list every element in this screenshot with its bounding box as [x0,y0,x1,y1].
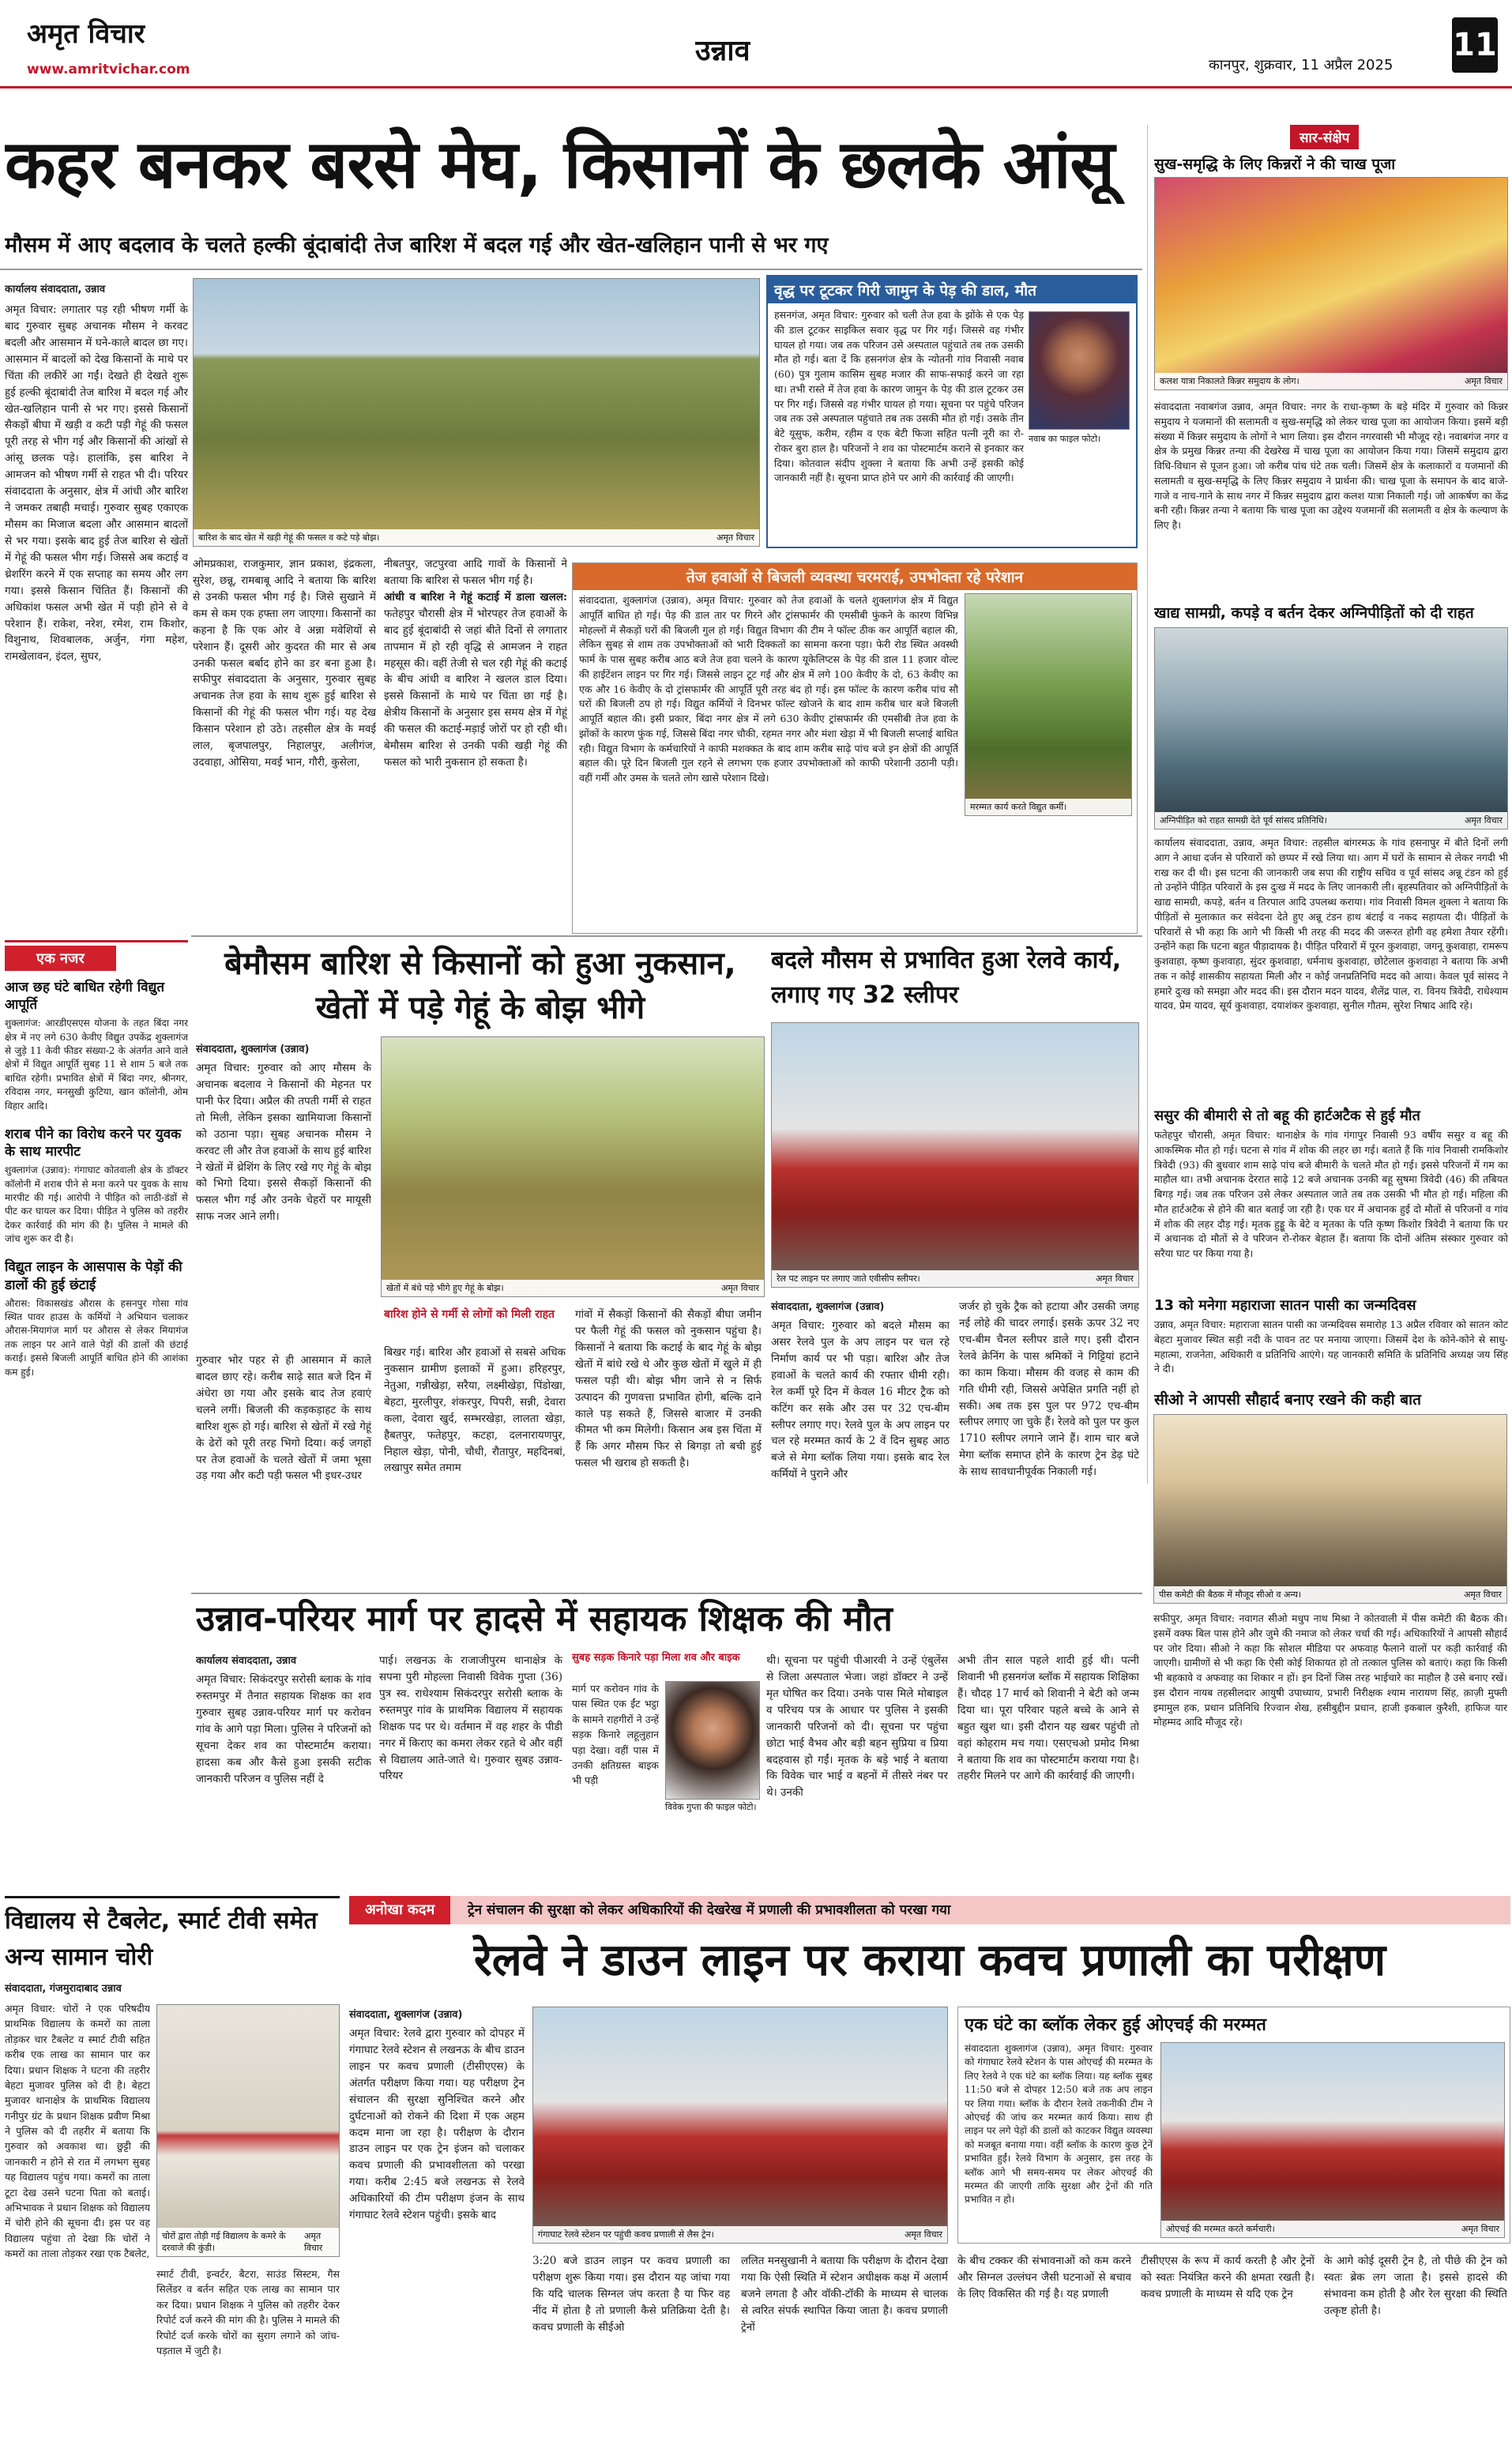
teacher-col1 [196,1653,371,1890]
sidebar-s2-caption: अग्निपीड़ित को राहत सामग्री देते पूर्व सांसद प्रतिनिधि। अमृत विचार [1155,812,1507,829]
kavach-photo [532,2007,948,2244]
bemausam-col3: बिखर गई। बारिश और हवाओं से सबसे अधिक नुकसान ग्रामीण इलाकों में हुआ। हरिहरपुर, नेतुआ, गन्नीखेड़ा, सरैया, लक्ष्मीखेड़ा, पिंडोखा, बेहटा, मुरलीपुर, शंकरपुर, पिपरी, सन्नी, देवारा कला, देवारा खुर्द, सम्भरखेड़ा, लालता खेड़ा, हैबतपुर, फतेहपुर, कटहा, दलनारायणपुर, निहाल खेड़ा, पोनी, चौधी, रौतापुर, महदिनबां, लखापुर समेत तमाम [384,1346,566,1475]
eknazar-n1-text: शुक्लागंज: आरडीएसएस योजना के तहत बिंदा नगर क्षेत्र में नए लगे 630 केवीए विद्युत उपकेंद्र शुक्लागंज से जुड़े 11 केवी फीडर संख्या-2 के अंतर्गत आने वाले क्षेत्रों में विद्युत आपूर्ति सुबह 11 से शाम 5 बजे तक बाधित रहेगी। प्रभावित क्षेत्रों में बिंदा नगर, श्रीनगर, रविदास नगर, मनसुखी कुटिया, खान कॉलोनी, ओम विहार आदि। [5,1017,188,1112]
page-number: 11 [1452,17,1498,73]
teacher-box-headline: सुबह सड़क किनारे पड़ा मिला शव और बाइक [572,1652,740,1664]
railway-col2: जर्जर हो चुके ट्रैक को हटाया और उसकी जगह नई लोहे की चादर लगाई। इसके ऊपर 32 नए एच-बीम चैनल स्लीपर डाले गए। इसी दौरान रेलवे क्रेनिंग के पास श्रमिकों ने गिट्टियां हटाने का काम किया। मौसम की वजह से काम की गति धीमी रही, जिससे अपेक्षित प्रगति नहीं हो सकी। अब तक इस पुल पर 972 एच-बीम स्लीपर लगाए जा चुके हैं। रेलवे को पुल पर कुल 1710 स्लीपर लगाने जाने हैं। शाम चार बजे मेगा ब्लॉक समाप्त होने के कारण ट्रेन डेढ़ घंटे के साथ सावधानीपूर्वक निकाली गई। [959,1300,1139,1479]
rule-teacher [191,1593,1142,1594]
lead-subheadline: मौसम में आए बदलाव के चलते हल्की बूंदाबांदी तेज बारिश में बदल गई और खेत-खलिहान पानी से भर गए [5,233,829,258]
sidebar-s4-headline: 13 को मनेगा महाराजा सातन पासी का जन्मदिवस [1154,1297,1416,1314]
jamun-photo-caption: नवाब का फाइल फोटो। [1029,434,1101,444]
school-col1: अमृत विचार: चोरों ने एक परिषदीय प्राथमिक विद्यालय के कमरों का ताला तोड़कर चार टैबलेट व स्मार्ट टीवी सहित करीब एक लाख का सामान पार कर दिया। प्रधान शिक्षक ने घटना की तहरीर बेहटा मुजावर पुलिस को दी है। बेहटा मुजावर थानाक्षेत्र के प्राथमिक विद्यालय गनीपुर ग्रंट के प्रधान शिक्षक प्रवीण मिश्रा ने पुलिस को दी तहरीर में बताया कि गुरुवार को अवकाश था। छुट्टी की जानकारी न होने से रात में लगभग सुबह यह विद्यालय पहुंच गया। कमरों का ताला टूटा देख उसने घटना पिता को बताई। अभिभावक ने प्रधान शिक्षक को विद्यालय में चोरी होने की सूचना दी। इस पर वह विद्यालय पहुंचा तो देखा कि चोरों ने कमरों का ताला तोड़कर रखा एक टैबलेट, [5,2003,150,2259]
sidebar-s3-headline: ससुर की बीमारी से तो बहू की हार्टअटैक से हुई मौत [1154,1108,1420,1124]
electric-text: संवाददाता, शुक्लागंज (उन्नाव), अमृत विचार: गुरुवार को तेज हवाओं के चलते शुक्लागंज क्षेत्र में विद्युत आपूर्ति बाधित हो गई। पेड़ की डाल तार पर गिरने और ट्रांसफार्मर की एमसीबी फुंकने के कारण विभिन्न मोहल्लों में सैकड़ों घरों की बिजली गुल हो गई। विद्युत विभाग की टीम ने फॉल्ट ठीक कर आपूर्ति बहाल की, लेकिन सुबह से शाम तक उपभोक्ताओं को भारी दिक्कतों का सामना करना पड़ा। फेरी रोड स्थित अवस्थी फार्म के पास सुबह करीब आठ बजे तेज हवा चलने के कारण यूकेलिप्टस के पेड़ की डाल 11 हजार वोल्ट की हाईटेंशन लाइन पर गिर गई। जिससे लाइन टूट गई और क्षेत्र में लगे 100 केवीए के दो, 63 केवीए का एक और 16 केवीए के दो ट्रांसफार्मर की आपूर्ति पूरी तरह बंद हो गई। इस फॉल्ट के कारण करीब पांच सौ घरों की बिजली ठप हो गई। विद्युत कर्मियों ने दिनभर फॉल्ट खोजने के बाद शाम करीब चार बजे बिजली आपूर्ति बहाल की। इसी प्रकार, बिंदा नगर क्षेत्र में लगे 630 केवीए ट्रांसफार्मर की एमसीबी तेज हवा के झोंकों के कारण फुंक गई, जिससे बिंदा नगर चौकी, रहमत नगर और मंशा खेड़ा में भी बिजली सप्लाई बाधित रही। विद्युत विभाग के कर्मचारियों ने काफी मशक्कत के बाद शाम करीब साढ़े पांच बजे इन क्षेत्रों की आपूर्ति बहाल की। पूरे दिन बिजली गुल रहने से लगभग एक हजार उपभोक्ताओं को काफी परेशानी उठानी पड़ी। वहीं गर्मी और उमस के चलते लोग खासे परेशान दिखे। [579,594,958,784]
railway-col1-text: अमृत विचार: गुरुवार को बदले मौसम का असर रेलवे पुल के अप लाइन पर चल रहे निर्माण कार्य पर भी पड़ा। बारिश और तेज हवाओं के चलते कार्य की रफ्तार धीमी रही। रेल कर्मी पूरे दिन में केवल 16 मीटर ट्रैक को कटिंग कर सके और उस पर 32 एच-बीम स्लीपर लगाए गए। रेलवे पुल के अप लाइन पर चल रहे मरम्मत कार्य के 2 वें दिन सुबह आठ बजे से मेगा ब्लॉक लिया गया। इसके बाद रेल कर्मियों ने पुराने और [771,1319,950,1481]
dateline: कानपुर, शुक्रवार, 11 अप्रैल 2025 [1209,57,1394,73]
electric-photo [965,593,1132,816]
sidebar-tag: सार-संक्षेप [1290,125,1359,149]
teacher-col4: अभी तीन साल पहले शादी हुई थी। पत्नी शिवानी भी हसनगंज ब्लॉक में सहायक शिक्षिका हैं। चौदह 17 मार्च को शिवानी ने बेटी को जन्म दिया था। पूरा परिवार पहले बच्चे के आने से बहुत खुश था। इसी दौरान यह खबर पहुंची तो वहां कोहराम मच गया। एसएचओ प्रमोद मिश्रा ने बताया कि शव का पोस्टमार्टम कराया गया है। तहरीर मिलने पर आगे की कार्रवाई की जाएगी। [957,1654,1139,1783]
bemausam-col2: गुरुवार भोर पहर से ही आसमान में काले बादल छाए रहे। करीब साढ़े सात बजे दिन में अंधेरा छा गया और इसके बाद तेज हवाएं चलने लगीं। बिजली की कड़कड़ाहट के साथ बारिश शुरू हो गई। बारिश से खेतों में रखे गेहूं के ढेरों को पूरी तरह भिगो दिया। कई जगहों पर तेज हवाओं के चलते खेतों में जमा भूसा उड़ गया और कटी पड़ी फसल भी इधर-उधर [196,1354,371,1483]
teacher-col1-text: अमृत विचार: सिकंदरपुर सरोसी ब्लाक के गांव रुस्तमपुर में तैनात सहायक शिक्षक का शव गुरुवार सुबह उन्नाव-परियर मार्ग पर करोवन गांव के आगे पड़ा मिला। पुलिस ने परिजनों को सूचना देकर शव का पोस्टमार्टम कराया। हादसा कब और कैसे हुआ इसकी सटीक जानकारी परिजन व पुलिस नहीं दे [196,1673,371,1785]
rule-mid [191,935,1142,937]
railway-photo-caption: रेल पट लाइन पर लगाए जाते एवीसीप स्लीपर। अमृत विचार [772,1270,1138,1287]
bemausam-photo [381,1036,765,1297]
kavach-byline: संवाददाता, शुक्लागंज (उन्नाव) [349,2009,463,2021]
jamun-photo [1029,311,1130,430]
lead-col2: ओमप्रकाश, राजकुमार, ज्ञान प्रकाश, इंद्रकला, सुरेश, छन्नू, रामबाबू आदि ने बताया कि बारिश से उनकी फसल भीग गई है। जिसे सुखाने में कम से कम एक हफ्ता लग जाएगा। किसानों का कहना है कि एक ओर वे अन्ना मवेशियों से परेशान हैं। दूसरी ओर कुदरत की मार से अब उनकी फसल बर्बाद होने का डर बना हुआ है। सफीपुर संवाददाता के अनुसार, गुरुवार सुबह अचानक तेज हवा के साथ शुरू हुई बारिश से किसानों की गेहूं की फसल भीग गई। यह देख किसान परेशान हो उठे। तहसील क्षेत्र के मवई लाल, बृजपालपुर, निहालपुर, अलीगंज, उदवाहा, ओसिया, मवई भान, गौरी, कुसेला, [193,558,376,769]
teacher-col3: थी। सूचना पर पहुंची पीआरवी ने उन्हें एंबुलेंस से जिला अस्पताल भेजा। जहां डॉक्टर ने उन्हें मृत घोषित कर दिया। उनके पास मिले मोबाइल व परिचय पत्र के आधार पर पुलिस ने इसकी जानकारी परिजनों को दी। सूचना पर पहुंचा छोटा भाई वैभव और बड़ी बहन सुप्रिया व प्रिया बदहवास हो गईं। मृतक के बड़े भाई ने बताया कि विवेक चार भाई व बहनों में तीसरे नंबर पर थे। उनकी [766,1654,948,1800]
electric-story [572,562,1138,934]
kavach-col3: ललित मनसुखानी ने बताया कि परीक्षण के दौरान देखा गया कि ऐसी स्थिति में स्टेशन अधीक्षक कक्ष में अलार्म बजने लगता है और वॉकी-टॉकी के माध्यम से चालक से त्वरित संपर्क स्थापित किया जाता है। कवच प्रणाली ट्रेनों [741,2255,948,2334]
railway-photo [771,1022,1139,1288]
eknazar-n2-text: शुक्लागंज (उन्नाव): गंगाघाट कोतवाली क्षेत्र के डॉक्टर कॉलोनी में शराब पीने से मना करने पर युवक के साथ मारपीट की गई। आरोपी ने पीड़ित को लाठी-डंडों से पीट कर घायल कर दिया। पीड़ित ने पुलिस को तहरीर देकर कार्रवाई की मांग की है। पुलिस ने मामले की जांच शुरू कर दी है। [5,1164,188,1245]
teacher-col2: पाई। लखनऊ के राजाजीपुरम थानाक्षेत्र के सपना पुरी मोहल्ला निवासी विवेक गुप्ता (36) पुत्र स्व. राधेश्याम सिकंदरपुर सरोसी ब्लाक के रुस्तमपुर गांव के प्राथमिक विद्यालय में सहायक शिक्षक पद पर थे। वर्तमान में वह शहर के पीडी नगर में किराए का कमरा लेकर रहते थे और वहीं से विद्यालय आते-जाते थे। गुरुवार सुबह उन्नाव-परियर [379,1654,562,1783]
lead-photo [193,278,760,547]
sidebar-s5-caption: पीस कमेटी की बैठक में मौजूद सीओ व अन्य। अमृत विचार [1154,1586,1506,1603]
lead-byline: कार्यालय संवाददाता, उन्नाव [5,284,106,295]
kavach-col2: 3:20 बजे डाउन लाइन पर कवच प्रणाली का परीक्षण शुरू किया गया। इस दौरान यह जांचा गया कि यदि चालक सिग्नल जंप करता है या फिर वह नींद में होता है तो प्रणाली कैसे प्रतिक्रिया देती है। कवच प्रणाली के सीईओ [532,2255,730,2334]
bemausam-col4: गांवों में सैकड़ों किसानों की सैकड़ों बीघा जमीन पर फैली गेहूं की फसल को नुकसान पहुंचा है। किसानों ने बताया कि कटाई के बाद गेहूं के बोझ खेतों में बांधे रखे थे और कुछ खेतों में खुले में ही फसल पड़ी थी। बोझ भीग जाने से न सिर्फ उत्पादन की गुणवत्ता प्रभावित होगी, बल्कि दाने काले पड़ सकते हैं, जिससे बाजार में उनकी कीमत भी कम मिलेगी। किसान अब इस चिंता में हैं कि अगर मौसम फिर से बिगड़ा तो बची हुई फसल भी खराब हो सकती है। [575,1308,762,1470]
sidebar-s1-text: संवाददाता नवाबगंज उन्नाव, अमृत विचार: नगर के राधा-कृष्ण के बड़े मंदिर में गुरुवार को किन्नर समुदाय ने यजमानों की सलामती व सुख-समृद्धि को लेकर चाख पूजा का आयोजन किया। इसमें बड़ी संख्या में किन्नर समुदाय के लोगों ने भाग लिया। इस दौरान नगरवासी भी मौजूद रहे। नवाबगंज नगर व क्षेत्र के प्रमुख किन्नर तन्या की देखरेख में चाख पूजा का आयोजन किया गया। जिसमें समुदाय द्वारा विधि-विधान से पूजन हुआ। जो करीब पांच घंटे तक चली। जिसमें क्षेत्र के कलाकारों व यजमानों की सलामती व सुख-समृद्धि के लिए किन्नर समुदाय ने प्रार्थना की। चाख पूजा के समापन के बाद बाजे-गाजे व नाच-गाने के साथ नगर में किन्नर समुदाय द्वारा कलश यात्रा निकाली गई। जो आकर्षण का केंद्र बनी रही। किन्नर तन्या ने बताया कि चाख पूजा का उद्देश्य यजमानों की सलामती व क्षेत्र के कल्याण के लिए है। [1154,401,1508,531]
kavach-col6: के आगे कोई दूसरी ट्रेन है, तो पीछे की ट्रेन को स्वतः ब्रेक लग जाता है। इससे हादसे की संभावना कम होती है और रेल सुरक्षा की स्थिति उत्कृष्ट होती है। [1324,2255,1507,2317]
lead-col3: नीबतपुर, जटपुरवा आदि गावों के किसानों ने बताया कि बारिश से फसल भीग गई है। आंधी व बारिश ने गेहूं कटाई में डाला खलल: फतेहपुर चौरासी क्षेत्र में भोरपहर तेज हवाओं के बाद हुई बूंदाबांदी से जहां बीते दिनों से लगातार तापमान में हो रही वृद्धि से आमजन ने राहत महसूस की। वहीं तेजी से चल रही गेहूं की कटाई के बीच आंधी व बारिश ने खलल डाल दिया। इससे किसानों के माथे पर चिंता छा गई है। क्षेत्रीय किसानों के अनुसार इस समय क्षेत्र में गेहूं की फसल की कटाई-मड़ाई जोरों पर हो रही थी। बेमौसम बारिश से उनकी पकी खड़ी गेहूं की फसल को भारी नुकसान हो सकता है। [384,558,567,769]
jamun-story [766,275,1138,548]
teacher-headline: उन्नाव-परियर मार्ग पर हादसे में सहायक शिक्षक की मौत [196,1599,893,1639]
sidebar [1147,125,1510,1484]
eknazar-n1-headline: आज छह घंटे बाधित रहेगी विद्युत आपूर्ति [5,980,165,1014]
block-headline: एक घंटे का ब्लॉक लेकर हुई ओएचई की मरम्मत [965,2015,1266,2035]
sidebar-s5-headline: सीओ ने आपसी सौहार्द बनाए रखने की कही बात [1154,1391,1421,1409]
block-story [957,2007,1510,2244]
sidebar-s5-photo [1153,1414,1507,1604]
bemausam-headline: बेमौसम बारिश से किसानों को हुआ नुकसान, खेतों में पड़े गेहूं के बोझ भीगे [224,946,736,1026]
eknazar-tag: एक नजर [5,946,116,971]
lead-photo-caption: बारिश के बाद खेत में खड़ी गेहूं की फसल व कटे पड़े बोझ। अमृत विचार [194,529,759,546]
kavach-headline: रेलवे ने डाउन लाइन पर कराया कवच प्रणाली का परीक्षण [473,1935,1386,1986]
bemausam-highlight: बारिश होने से गर्मी से लोगों को मिली राहत [384,1308,555,1321]
kavach-col5: टीसीएएस के रूप में कार्य करती है और ट्रेनों को स्वतः नियंत्रित करने की क्षमता रखती है। कवच प्रणाली के माध्यम से यदि एक ट्रेन [1141,2255,1315,2300]
eknazar-n2-headline: शराब पीने का विरोध करने पर युवक के साथ मारपीट [5,1126,182,1160]
kavach-kicker: ट्रेन संचालन की सुरक्षा को लेकर अधिकारियों की देखरेख में प्रणाली की प्रभावशीलता को परखा गया [468,1902,951,1918]
block-text: संवाददाता शुक्लागंज (उन्नाव), अमृत विचार: गुरुवार को गंगाघाट रेलवे स्टेशन के पास ओएचई की मरम्मत के लिए रेलवे ने एक घंटे का ब्लॉक लिया। यह ब्लॉक सुबह 11:50 बजे से दोपहर 12:50 बजे तक अप लाइन पर लिया गया। ब्लॉक के दौरान रेलवे तकनीकी टीम ने ओएचई की जांच कर मरम्मत कार्य किया। साथ ही लाइन पर लगे पेड़ों की डालों को काटकर विद्युत व्यवस्था को मजबूत बनाया गया। वहीं ब्लॉक के कारण कुछ ट्रेनें प्रभावित हुईं। रेलवे विभाग के अनुसार, इस तरह के ब्लॉक आगे भी समय-समय पर लेकर ओएचई की मरम्मत की जाएगी ताकि सुरक्षा और ट्रेनों की गति प्रभावित न हो। [965,2043,1153,2206]
kavach-tag: अनोखा कदम [349,1896,450,1924]
teacher-byline: कार्यालय संवाददाता, उन्नाव [196,1655,297,1667]
edition-name: उन्नाव [695,35,750,67]
sidebar-s5-text: सफीपुर, अमृत विचार: नवागत सीओ मधुप नाथ मिश्रा ने कोतवाली में पीस कमेटी की बैठक की। इसमें वक्फ बिल पास होने और जुमे की नमाज को लेकर चर्चा की गई। अधिकारियों ने आपसी सौहार्द पर जोर दिया। सीओ ने कहा कि सोशल मीडिया पर अफवाह फैलाने वालों पर कड़ी कार्रवाई की जाएगी। ग्रामीणों से भी कहा कि ऐसी कोई शिकायत हो तो तत्काल पुलिस को बताएं। कहा कि किसी भी बहकावे व अफवाह का शिकार न हों। इन दिनों जिस तरह भाईचारे का माहौल है उसे बनाए रखें। इस दौरान नायब तहसीलदार आयुषी उपाध्याय, प्रभारी निरीक्षक श्याम नारायण सिंह, क़ाज़ी मुफ्ती इमामुल हक, प्रधान प्रतिनिधि रिज्वान शेख, हसीबुद्दीन प्रधान, हाजी इकबाल कुरैशी, हाफिज यार मोहम्मद आदि मौजूद रहे। [1153,1612,1507,1728]
kavach-bar [349,1896,1510,1924]
teacher-portrait-caption: विवेक गुप्ता की फाइल फोटो। [665,1802,757,1812]
sidebar-s1-caption: कलश यात्रा निकालते किन्नर समुदाय के लोग। अमृत विचार [1155,373,1507,389]
bemausam-photo-caption: खेतों में बंधे पड़े भीगे हुए गेहूं के बोझ। अमृत विचार [382,1280,764,1296]
sidebar-s1-photo [1154,177,1508,390]
eknazar [5,940,188,1888]
sidebar-s4-text: उन्नाव, अमृत विचार: महाराजा सातन पासी का जन्मदिवस समारोह 13 अप्रैल रविवार को सातन कोट बेहटा मुजावर स्थित सड़ी नदी के पावन तट पर मनाया जाएगा। जिसमें देश के कोने-कोने से साधु-महात्मा, राजनेता, अधिकारी व प्रतिनिधि आएंगे। यह जानकारी समिति के प्रतिनिधि अध्यक्ष जय सिंह ने दी। [1154,1318,1508,1375]
jamun-text: हसनगंज, अमृत विचार: गुरुवार को चली तेज हवा के झोंके से एक पेड़ की डाल टूटकर साइकिल सवार वृद्ध पर गिर गई। जिससे वह गंभीर घायल हो गया। जब तक परिजन उसे अस्पताल पहुंचाते तब तक उसकी मौत हो गई। बता दें कि हसनगंज क्षेत्र के न्योतनी गांव निवासी नवाब (60) पुत्र गुलाम कासिम सुबह मजार की साफ-सफाई करने जा रहा था। तभी रास्ते में तेज हवा के कारण जामुन के पेड़ की डाल टूटकर उस पर गिर गई। जिससे वह गंभीर घायल हो गया। सूचना पर पहुंचे परिजन जब तक उसे अस्पताल पहुंचाते तब तक उसकी मौत हो गई। उसके तीन बेटे यूसुफ, करीम, रहीम व एक बेटी फिजा सहित पत्नी नूरी का रो-रोकर बुरा हाल है। परिजनों ने शव का पोस्टमार्टम कराने से इनकार कर दिया। कोतवाल संदीप शुक्ला ने बताया कि अभी उन्हें इसकी कोई जानकारी नहीं है। सूचना प्राप्त होने पर आगे की कार्रवाई की जाएगी। [774,309,1024,484]
kavach-col1-text: अमृत विचार: रेलवे द्वारा गुरुवार को दोपहर में गंगाघाट रेलवे स्टेशन से लखनऊ के बीच डाउन लाइन पर कवच प्रणाली (टीसीएएस) के अंतर्गत परीक्षण किया गया। यह परीक्षण ट्रेन संचालन की सुरक्षा सुनिश्चित करने और दुर्घटनाओं को रोकने की दिशा में एक अहम कदम माना जा रहा है। परीक्षण के दौरान डाउन लाइन पर एक ट्रेन इंजन को चलाकर कवच प्रणाली की प्रभावशीलता को परखा गया। करीब 2:45 बजे लखनऊ से रेलवे अधिकारियों की टीम परीक्षण इंजन के साथ गंगाघाट रेलवे स्टेशन पहुंची। इसके बाद [349,2027,525,2222]
sidebar-s3-text: फतेहपुर चौरासी, अमृत विचार: थानाक्षेत्र के गांव गंगापुर निवासी 93 वर्षीय ससुर व बहू की आकस्मिक मौत हो गई। घटना से गांव में शोक की लहर छा गई। बताते हैं कि गांव निवासी रामकिशोर त्रिवेदी (93) की बुधवार शाम साढ़े पांच बजे बीमारी के चलते मौत हो गई। इससे परिजनों में गम का माहौल था। तभी अचानक देररात साढ़े 12 बजे अचानक उनकी बहू सुषमा त्रिवेदी (46) की तबियत बिगड़ गई। जब तक परिजन उसे लेकर अस्पताल जाते तब तक उसकी भी मौत हो गई। महिला की मौत हार्टअटैक से होने की बात बताई जा रही है। एक घर में अचानक हुई दो मौतों से परिजनों व गांव में शोक की लहर दौड़ गई। मृतक हुड्डू के बेटे व मृतका के पति कृष्ण किशोर त्रिवेदी ने बताया कि घर में अचानक दो मौतों से वे परिजन रो-रोकर बेहाल हैं। बताया कि दोनों अंतिम संस्कार गुरुवार को सरैया घाट पर किया गया है। [1154,1129,1508,1259]
railway-headline: बदले मौसम से प्रभावित हुआ रेलवे कार्य, लगाए गए 32 स्लीपर [771,946,1122,1009]
eknazar-n3-text: औरास: विकासखंड औरास के हसनपुर गोसा गांव स्थित पावर हाउस के कर्मियों ने अभियान चलाकर औरास-मियागंज मार्ग पर औरास से लेकर मियागंज तक लाइन पर आने वाले पेड़ों की डालों की छंटाई कराई। इससे बिजली आपूर्ति बाधित होने की आशंका कम हुई। [5,1297,188,1378]
school-headline: विद्यालय से टैबलेट, स्मार्ट टीवी समेत अन्य सामान चोरी [5,1907,318,1971]
lead-subhead: आंधी व बारिश ने गेहूं कटाई में डाला खलल: [384,590,567,604]
rule-lead [0,269,1142,270]
lead-headline: कहर बनकर बरसे मेघ, किसानों के छलके आंसू [5,126,1115,203]
jamun-headline: वृद्ध पर टूटकर गिरी जामुन के पेड़ की डाल, मौत [768,276,1136,303]
sidebar-s2-text: कार्यालय संवाददाता, उन्नाव, अमृत विचार: तहसील बांगरमऊ के गांव हसनापुर में बीते दिनों लगी आग ने आधा दर्जन से परिवारों को छप्पर में रखे लिया था। आग में घरों के सामान से लेकर नगदी भी राख कर दी थी। इस घटना की जानकारी जब सपा की राष्ट्रीय सचिव व पूर्व सांसद अन्नू टंडन को हुई तो उन्होंने पीड़ित परिवारों के इस दुःख में मदद के लिए जानकारी ली। बृहस्पतिवार को अग्निपीड़ितों के खाद्य सामग्री, कपड़े, बर्तन व तिरपाल आदि उपलब्ध कराया। गांव निवासी विमल शुक्ला ने बताया कि पीड़ितों से मुलाकात कर संवेदना देते हुए अन्नू टंडन हाथ बंटाई व नकद सहायता दी। पीड़ितों के परिवारों से भी कहा कि आगे भी किसी भी तरह की मदद की जरूरत होगी वह हमेशा तैयार रहेंगी। उन्होंने कहा कि घटना बहुत पीड़ादायक है। पीड़ित परिवारों में पूरन कुशवाहा, जगनू कुशवाहा, रामरूप कुशवाहा, कृष्ण कुशवाहा, सुंदर कुशवाहा, धर्मनाथ कुशवाहा, छोटेलाल कुशवाहा ने बताया कि अभी तक न कोई शासकीय सहायता मिली और न कोई जनप्रतिनिधि मदद को आया। केवल पूर्व सांसद ने हमारे दुःख को समझा और मदद की। इस दौरान मदन यादव, शैलेंद्र पाल, रा. विनय त्रिवेदी, राधेश्याम यादव, प्रेम यादव, सूर्य कुशवाहा, दयाशंकर कुशवाहा, सुनील गौतम, सुरेश निषाद आदि रहे। [1154,837,1508,1012]
kavach-col1 [349,2007,525,2441]
railway-col1 [771,1299,950,1591]
sidebar-s2-photo [1154,627,1508,829]
sidebar-s2-headline: खाद्य सामग्री, कपड़े व बर्तन देकर अग्निपीड़ितों को दी राहत [1154,604,1474,622]
school-story [5,1896,340,2441]
teacher-box-text: मार्ग पर करोवन गांव के पास स्थित एक ईंट भट्ठा के सामने राहगीरों ने उन्हें सड़क किनारे लहूलुहान पड़ा देखा। वहीं पास में उनकी क्षतिग्रस्त बाइक भी पड़ी [572,1683,659,1787]
school-byline: संवाददाता, गंजमुरादाबाद उन्नाव [5,1983,122,1995]
eknazar-n3-headline: विद्युत लाइन के आसपास के पेड़ों की डालों की हुई छंटाई [5,1259,182,1293]
sidebar-s1-headline: सुख-समृद्धि के लिए किन्नरों ने की चाख पूजा [1154,156,1396,173]
bemausam-col1 [196,1041,371,1341]
website[interactable]: www.amritvichar.com [27,62,190,77]
lead-col1-text: अमृत विचार: लगातार पड़ रही भीषण गर्मी के बाद गुरुवार सुबह अचानक मौसम ने करवट बदली और आसमान में घने-काले बादल छा गए। आसमान में बादलों को देख किसानों के माथे पर चिंता की लकीरें आ गईं। देखते ही देखते शुरू हुई हल्की बूंदाबांदी तेज बारिश में बदल गई और खेत-खलिहान पानी से भर गए। इससे किसानों सैकड़ों बीघा में खड़ी व कटी पड़ी गेहूं की फसल पूरी तरह से भीग गई और किसानों की आंखों से आंसू छलक पड़े। हालांकि, इस बारिश ने आमजन को भीषण गर्मी से राहत भी दी। परियर संवाददाता के अनुसार, क्षेत्र में आंधी और बारिश ने जमकर तबाही मचाई। गुरुवार सुबह एकाएक मौसम का मिजाज बदला और आसमान बादलों से भर गया। इसके बाद हुई तेज बारिश से खेतों में गेहूं की फसल भीग गई। जिससे अब कटाई व थ्रेशरिंग करने में एक सप्ताह का समय और लग गया। इससे किसान चिंतित हैं। किसानों की अधिकांश फसल अभी खेत में पड़ी होने से वे परेशान हैं। राकेश, नरेश, रमेश, राम किशोर, विशुनाथ, शिवबालक, अर्जुन, गंगा महेश, रामखेलावन, इंदल, सुघर, [5,303,188,664]
kavach-col4: के बीच टक्कर की संभावनाओं को कम करने और सिग्नल उल्लंघन जैसी घटनाओं से बचाव के लिए विकसित की गई है। यह प्रणाली [957,2255,1131,2300]
masthead [0,0,1512,88]
block-photo-caption: ओएचई की मरम्मत करते कर्मचारी। अमृत विचार [1161,2221,1504,2237]
school-photo [156,2004,340,2257]
bemausam-byline: संवाददाता, शुक्लागंज (उन्नाव) [196,1044,310,1055]
brand-logo: अमृत विचार [27,18,145,50]
electric-headline: तेज हवाओं से बिजली व्यवस्था चरमराई, उपभोक्ता रहे परेशान [573,563,1137,590]
school-photo-caption: चोरों द्वारा तोड़ी गई विद्यालय के कमरे के दरवाजे की कुंडी। अमृत विचार [157,2228,339,2256]
kavach-photo-caption: गंगाघाट रेलवे स्टेशन पर पहुंची कवच प्रणाली से लैस ट्रेन। अमृत विचार [533,2226,947,2243]
electric-photo-caption: मरम्मत कार्य करते विद्युत कर्मी। [965,799,1131,815]
bemausam-col1-text: अमृत विचार: गुरुवार को आए मौसम के अचानक बदलाव ने किसानों की मेहनत पर पानी फेर दिया। अप्रैल की तपती गर्मी से राहत तो मिली, लेकिन इसका खामियाजा किसानों को उठाना पड़ा। सुबह अचानक मौसम ने करवट ली और तेज हवाओं के साथ हुई बारिश ने खेतों में थ्रेशिंग के लिए रखे गए गेहूं के बोझ को भिगो दिया। इससे सैकड़ों किसानों की फसल भीग गई और उनके चेहरों पर मायूसी साफ नजर आने लगी। [196,1062,371,1224]
teacher-portrait [665,1681,760,1800]
railway-byline: संवाददाता, शुक्लागंज (उन्नाव) [771,1301,885,1313]
block-photo [1160,2042,1505,2238]
school-col2: स्मार्ट टीवी, इन्वर्टर, बैटरा, साउंड सिस्टम, गैस सिलेंडर व बर्तन सहित एक लाख का सामान पार कर दिया। प्रधान शिक्षक ने पुलिस को तहरीर देकर रिपोर्ट दर्ज करने की मांग की है। पुलिस ने मामले की रिपोर्ट दर्ज करके चोरों का सुराग लगाने को जांच-पड़ताल में जुटी है। [156,2268,340,2357]
teacher-box [572,1649,762,1886]
